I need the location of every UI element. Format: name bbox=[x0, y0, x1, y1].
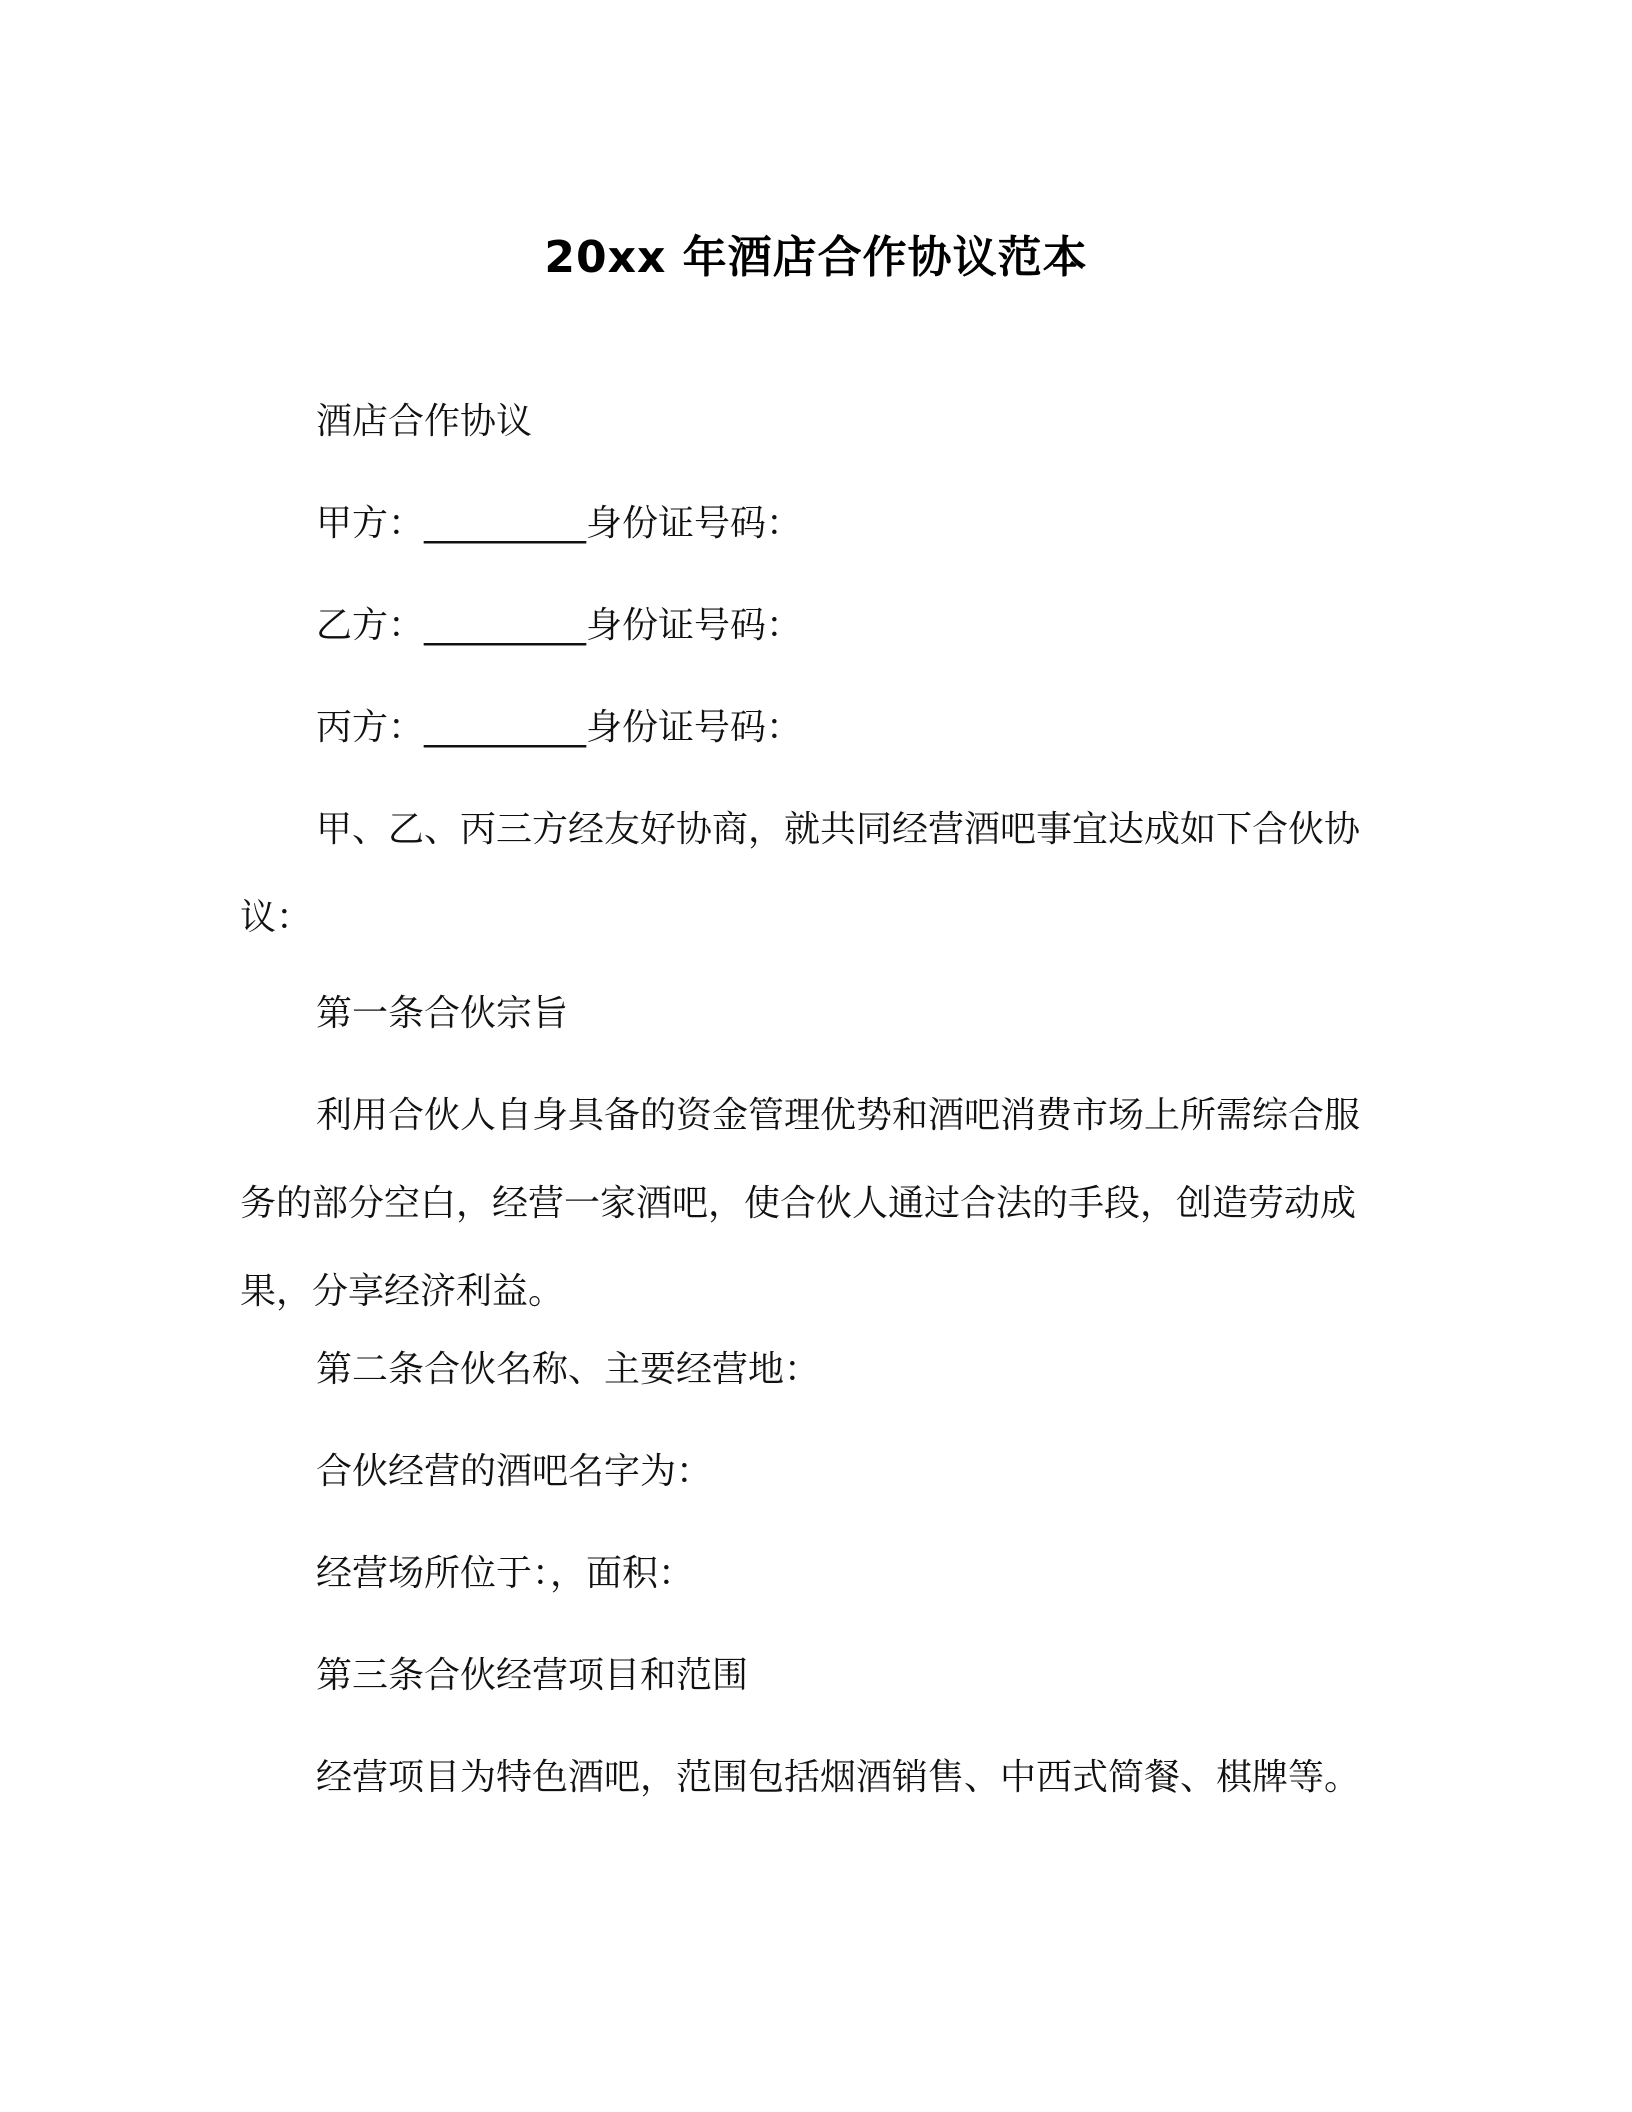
party-a-line: 甲方：_________身份证号码： bbox=[316, 503, 803, 544]
bar-name-line: 合伙经营的酒吧名字为： bbox=[316, 1451, 713, 1492]
article-3-body: 经营项目为特色酒吧，范围包括烟酒销售、中西式简餐、棋牌等。 bbox=[316, 1757, 1361, 1798]
party-b-line: 乙方：_________身份证号码： bbox=[316, 605, 803, 646]
party-c-line: 丙方：_________身份证号码： bbox=[316, 707, 803, 748]
location-line: 经营场所位于：，面积： bbox=[316, 1553, 695, 1594]
article-1-body: 利用合伙人自身具备的资金管理优势和酒吧消费市场上所需综合服务的部分空白，经营一家酒吧，使合伙人通过合法的手段，创造劳动成果，分享经济利益。 bbox=[240, 1095, 1361, 1312]
article-3-heading: 第三条合伙经营项目和范围 bbox=[316, 1655, 749, 1696]
article-1-heading: 第一条合伙宗旨 bbox=[316, 993, 569, 1034]
article-2-heading: 第二条合伙名称、主要经营地： bbox=[316, 1349, 821, 1390]
agreement-intro: 甲、乙、丙三方经友好协商，就共同经营酒吧事宜达成如下合伙协议： bbox=[240, 809, 1361, 938]
paragraph-heading: 酒店合作协议 bbox=[316, 401, 533, 442]
document-title: 20xx 年酒店合作协议范本 bbox=[544, 232, 1088, 283]
